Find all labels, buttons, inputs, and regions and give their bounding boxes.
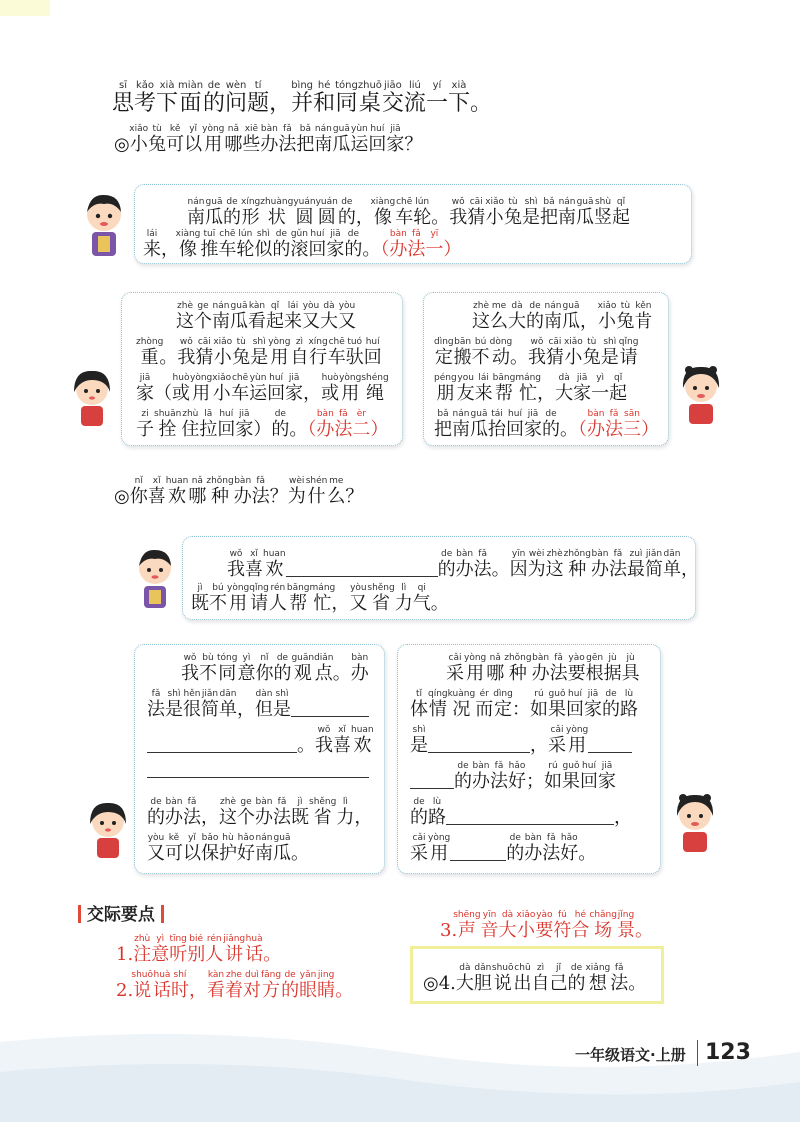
- method-3-line-1: 这zhè么me大dà的de南nán瓜guā，小xiǎo兔tù肯kěn: [472, 301, 653, 332]
- speech-bubble-method-2: [121, 292, 403, 446]
- disagree-line-5: 的de办bàn法fǎ，这zhè个ge办bàn法fǎ既jì省shěng力lì，: [147, 797, 373, 828]
- speech-bubble-method-3: [423, 292, 669, 446]
- depends-line-2: 体tǐ情qíng况kuàng而ér定dìng：如rú果guǒ回huí家jiā的de路lù: [410, 689, 638, 720]
- disagree-line-1: 我wǒ不bù同tóng意yì你nǐ的de观guān点diǎn。办bàn: [181, 653, 369, 684]
- question-1: ◎小xiǎo兔tù可kě以yǐ用yòng哪nǎ些xiē办bàn法fǎ把bǎ南nán瓜guā运yùn回huí家jiā？: [114, 124, 423, 155]
- intro-instruction: 思sī考kǎo下xià面miàn的de问wèn题tí，并bìng和hé同tóng桌zhuō交jiāo流liú一yí下xià。: [112, 80, 492, 116]
- disagree-line-3: 。我wǒ喜xǐ欢huan: [147, 725, 374, 755]
- speech-bubble-disagree: [134, 644, 385, 874]
- method-1-line-1: 南nán瓜guā的de形xíng状zhuàng圆yuán圆yuán的de，像xiàng车chē轮lún。我wǒ猜cāi小xiǎo兔tù是shì把bǎ南nán瓜guā竖shù起qǐ: [187, 197, 631, 228]
- speech-bubble-depends: [397, 644, 661, 874]
- depends-line-4: 的de办bàn法fǎ好hǎo；如rú果guǒ回huí家jiā: [410, 761, 616, 791]
- answer-blank[interactable]: [410, 772, 454, 789]
- method-3-line-4: 把bǎ南nán瓜guā抬tái回huí家jiā的de。（办bàn法fǎ三sān）: [434, 409, 659, 440]
- tip-2: 2.说shuō话huà时shí，看kàn着zhe对duì方fāng的de眼yǎn睛jing。: [116, 970, 354, 1001]
- page-number-separator: [697, 1040, 698, 1066]
- answer-blank[interactable]: [286, 560, 438, 577]
- depends-line-5: 的de路lù，: [410, 797, 632, 828]
- depends-line-3: 是shì，采cǎi用yòng: [410, 725, 632, 755]
- preference-line-1: 我wǒ喜xǐ欢huan的de办bàn法fǎ。因yīn为wèi这zhè种zhǒng办bàn法fǎ最zuì简jiǎn单dān，: [227, 549, 699, 580]
- corner-tab: [0, 0, 50, 16]
- disagree-line-6: 又yòu可kě以yǐ保bǎo护hù好hǎo南nán瓜guā。: [147, 833, 309, 864]
- method-1-line-2: 来lái，像xiàng推tuī车chē轮lún似shì的de滚gǔn回huí家jiā的de。（办bàn法fǎ一yī）: [143, 229, 462, 260]
- depends-line-1: 采cǎi用yòng哪nǎ种zhǒng办bàn法fǎ要yào根gēn据jù具jù: [446, 653, 640, 684]
- method-2-line-3: 家jiā（或huò用yòng小xiǎo车chē运yùn回huí家jiā，或huò用yòng绳shéng: [136, 373, 389, 404]
- answer-blank[interactable]: [291, 700, 369, 717]
- girl-avatar-right: [676, 362, 726, 432]
- method-1-tag: （办bàn法fǎ一yī）: [380, 229, 462, 260]
- method-3-line-3: 朋péng友you来lái帮bāng忙máng，大dà家jiā一yì起qǐ: [434, 373, 628, 404]
- speech-bubble-preference: [182, 536, 699, 620]
- boy-avatar-2: [130, 546, 180, 616]
- answer-blank[interactable]: [147, 736, 297, 753]
- method-2-tag: （办bàn法fǎ二èr）: [307, 409, 389, 440]
- tip-4: ◎4.大dà胆dǎn说shuō出chū自zì己jǐ的de想xiǎng法fǎ。: [423, 963, 647, 994]
- tip-1: 1.注zhù意yì听tīng别bié人rén讲jiǎng话huà。: [116, 934, 282, 965]
- method-2-line-4: 子zi拴shuān住zhù拉lā回huí家jiā）的de。（办bàn法fǎ二èr）: [136, 409, 389, 440]
- tip-4-box: [410, 946, 664, 1004]
- answer-blank[interactable]: [147, 761, 369, 778]
- disagree-line-2: 法fǎ是shì很hěn简jiǎn单dān，但dàn是shì: [147, 689, 369, 719]
- tip-3: 3.声shēng音yīn大dà小xiǎo要yào符fú合hé场chǎng景jǐng。: [440, 910, 653, 941]
- girl-avatar-right-2: [670, 790, 720, 860]
- answer-blank[interactable]: [428, 736, 530, 753]
- method-2-line-1: 这zhè个ge南nán瓜guā看kàn起qǐ来lái又yòu大dà又yòu: [176, 301, 356, 332]
- method-3-line-2: 定dìng搬bān不bú动dòng。我wǒ猜cāi小xiǎo兔tù是shì请qǐng: [434, 337, 639, 368]
- speech-bubble-method-1: [134, 184, 692, 264]
- answer-blank[interactable]: [450, 844, 506, 861]
- girl-avatar-left: [68, 366, 116, 434]
- method-3-tag: （办bàn法fǎ三sān）: [578, 409, 659, 440]
- section-title: 交际要点: [78, 900, 164, 925]
- disagree-line-4: [147, 761, 369, 780]
- question-2: ◎你nǐ喜xǐ欢huan哪nǎ种zhǒng办bàn法fǎ？为wèi什shén么me？: [114, 476, 364, 507]
- method-2-line-2: 重zhòng。我wǒ猜cāi小xiǎo兔tù是shì用yòng自zì行xíng车chē驮tuó回huí: [136, 337, 382, 368]
- boy-avatar: [78, 190, 130, 266]
- preference-line-2: 既jì不bú用yòng请qǐng人rén帮bāng忙máng，又yòu省shěng力lì气qi。: [191, 583, 449, 614]
- answer-blank[interactable]: [446, 808, 614, 825]
- depends-line-6: 采cǎi用yòng的de办bàn法fǎ好hǎo。: [410, 833, 597, 864]
- book-label: 一年级语文·上册: [575, 1046, 686, 1064]
- footer-wave-decoration: [0, 1012, 800, 1122]
- page-number: 123: [705, 1040, 751, 1065]
- answer-blank[interactable]: [588, 736, 632, 753]
- girl-avatar-left-2: [84, 798, 132, 866]
